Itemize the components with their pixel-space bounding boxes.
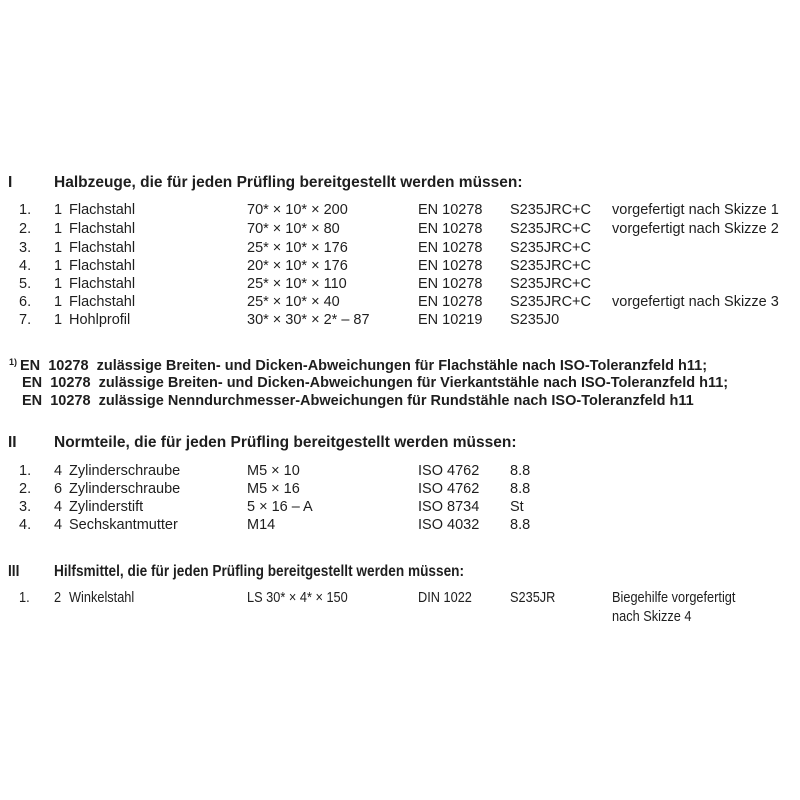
row-name: Sechskantmutter — [69, 517, 178, 533]
row-dimension: M14 — [247, 517, 276, 533]
row-number: 2. — [19, 481, 32, 497]
row-material: 8.8 — [510, 463, 531, 479]
row-number: 1. — [19, 590, 30, 606]
row-dimension: 5 × 16 – A — [247, 499, 313, 515]
section-3-numeral: III — [8, 563, 20, 580]
row-qty: 1 — [54, 276, 63, 292]
row-norm: ISO 4032 — [418, 517, 480, 533]
row-name: Flachstahl — [69, 276, 136, 292]
row-qty: 1 — [54, 202, 63, 218]
row-number: 3. — [19, 499, 32, 515]
row-number: 4. — [19, 258, 32, 274]
row-name: Zylinderstift — [69, 499, 144, 515]
row-norm: EN 10278 — [418, 258, 483, 274]
row-norm: DIN 1022 — [418, 590, 472, 606]
row-qty: 1 — [54, 240, 63, 256]
row-material: S235J0 — [510, 312, 560, 328]
row-material: S235JRC+C — [510, 221, 591, 237]
row-name: Zylinderschraube — [69, 481, 181, 497]
row-material: 8.8 — [510, 481, 531, 497]
row-material: S235JRC+C — [510, 276, 591, 292]
row-dimension: 70* × 10* × 80 — [247, 221, 340, 237]
row-qty: 2 — [54, 590, 62, 606]
row-norm: EN 10278 — [418, 240, 483, 256]
row-dimension: 25* × 10* × 40 — [247, 294, 340, 310]
row-number: 5. — [19, 276, 32, 292]
row-name: Hohlprofil — [69, 312, 131, 328]
row-material: S235JR — [510, 590, 556, 606]
row-note: vorgefertigt nach Skizze 3 — [612, 294, 779, 310]
row-dimension: 70* × 10* × 200 — [247, 202, 348, 218]
row-material: S235JRC+C — [510, 240, 591, 256]
row-name: Flachstahl — [69, 221, 136, 237]
row-number: 1. — [19, 463, 32, 479]
row-material: S235JRC+C — [510, 202, 591, 218]
row-note: vorgefertigt nach Skizze 2 — [612, 221, 779, 237]
row-material: S235JRC+C — [510, 294, 591, 310]
footnote-line-1 — [9, 357, 707, 374]
section-2-numeral: II — [8, 434, 17, 451]
footnote-line-3: EN 10278 zulässige Nenndurchmesser-Abweichungen für Rundstähle nach ISO-Toleranzfeld h11 — [22, 393, 694, 409]
row-qty: 4 — [54, 499, 63, 515]
row-number: 4. — [19, 517, 32, 533]
row-dimension: 25* × 10* × 176 — [247, 240, 348, 256]
section-3-heading: Hilfsmittel, die für jeden Prüfling bereitgestellt werden müssen: — [54, 563, 465, 580]
row-material: S235JRC+C — [510, 258, 591, 274]
row-dimension: M5 × 16 — [247, 481, 300, 497]
row-norm: ISO 8734 — [418, 499, 480, 515]
row-qty: 4 — [54, 517, 63, 533]
row-material: 8.8 — [510, 517, 531, 533]
row-norm: EN 10278 — [418, 294, 483, 310]
row-qty: 6 — [54, 481, 63, 497]
row-dimension: 25* × 10* × 110 — [247, 276, 347, 292]
row-norm: EN 10219 — [418, 312, 483, 328]
row-dimension: LS 30* × 4* × 150 — [247, 590, 348, 606]
row-norm: EN 10278 — [418, 276, 483, 292]
row-norm: ISO 4762 — [418, 481, 480, 497]
row-qty: 1 — [54, 294, 63, 310]
row-qty: 1 — [54, 258, 63, 274]
row-name: Flachstahl — [69, 258, 136, 274]
row-note-line-1: Biegehilfe vorgefertigt — [612, 590, 736, 606]
row-norm: EN 10278 — [418, 202, 483, 218]
footnote-marker: 1) — [9, 357, 18, 367]
row-note-line-2: nach Skizze 4 — [612, 609, 692, 625]
row-number: 1. — [19, 202, 32, 218]
row-number: 6. — [19, 294, 32, 310]
row-name: Flachstahl — [69, 240, 136, 256]
row-qty: 1 — [54, 312, 63, 328]
row-name: Zylinderschraube — [69, 463, 181, 479]
row-qty: 4 — [54, 463, 63, 479]
row-dimension: M5 × 10 — [247, 463, 300, 479]
section-2-heading: Normteile, die für jeden Prüfling bereitgestellt werden müssen: — [54, 434, 517, 451]
row-name: Winkelstahl — [69, 590, 135, 606]
row-note: vorgefertigt nach Skizze 1 — [612, 202, 779, 218]
row-number: 3. — [19, 240, 32, 256]
row-number: 2. — [19, 221, 32, 237]
row-material: St — [510, 499, 524, 515]
row-qty: 1 — [54, 221, 63, 237]
row-norm: EN 10278 — [418, 221, 483, 237]
row-number: 7. — [19, 312, 32, 328]
row-norm: ISO 4762 — [418, 463, 480, 479]
row-dimension: 30* × 30* × 2* – 87 — [247, 312, 370, 328]
footnote-line-2: EN 10278 zulässige Breiten- und Dicken-Abweichungen für Vierkantstähle nach ISO-Toleranzfeld h11; — [22, 375, 729, 391]
row-dimension: 20* × 10* × 176 — [247, 258, 348, 274]
row-name: Flachstahl — [69, 294, 136, 310]
section-1-numeral: I — [8, 174, 13, 191]
footnote-text: EN 10278 zulässige Breiten- und Dicken-Abweichungen für Flachstähle nach ISO-Toleranzfeld h11; — [20, 358, 708, 374]
row-name: Flachstahl — [69, 202, 136, 218]
section-1-heading: Halbzeuge, die für jeden Prüfling bereitgestellt werden müssen: — [54, 174, 523, 191]
